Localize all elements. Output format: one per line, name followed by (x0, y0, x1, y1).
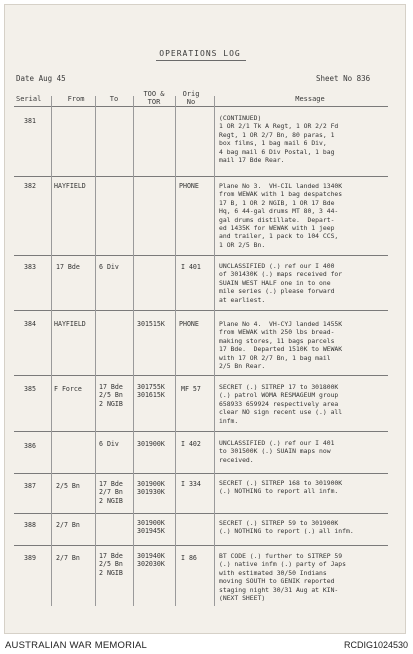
row-message: (CONTINUED) 1 OR 2/1 Tk A Regt, 1 OR 2/2 Fd Regt, 1 OR 2/7 Bn, 80 paras, 1 box films, 1 bag mail 6 Div, 4 bag mail 6 Div Postal, 1 bag mail 17 Bde Rear. (219, 114, 339, 165)
header-orig-no: Orig No (182, 90, 200, 106)
row-to: 17 Bde 2/5 Bn 2 NGIB (99, 383, 123, 408)
column-divider (95, 96, 96, 606)
header-from: From (67, 95, 85, 103)
page-title: OPERATIONS LOG (159, 49, 241, 58)
footer-source: AUSTRALIAN WAR MEMORIAL (5, 640, 148, 651)
row-orig-no: I 334 (181, 480, 201, 488)
row-too-tor: 301900K (137, 440, 165, 448)
row-serial: 382 (24, 182, 36, 190)
row-from: HAYFIELD (54, 320, 86, 328)
row-orig-no: I 86 (181, 554, 197, 562)
row-message: SECRET (.) SITREP 168 to 301900K (.) NOTHING to report all infm. (219, 479, 343, 496)
row-message: Plane No 4. VH-CYJ landed 1455K from WEWAK with 250 lbs bread- making stores, 11 bags parcels 17 Bde. Departed 1510K to WEWAK with 17 OR 2/7 Bn, 1 bag mail 2/5 Bn Rear. (219, 320, 343, 371)
row-serial: 383 (24, 263, 36, 271)
row-orig-no: PHONE (179, 182, 199, 190)
title-underline (156, 60, 246, 61)
row-to: 17 Bde 2/7 Bn 2 NGIB (99, 480, 123, 505)
footer-bar (0, 637, 413, 654)
row-serial: 381 (24, 117, 36, 125)
row-from: 2/7 Bn (56, 521, 80, 529)
row-divider (14, 431, 388, 432)
row-message: SECRET (.) SITREP 17 to 301800K (.) patrol WOMA RESMAGEUM group 658933 659924 respectively area clear NO sign recent use (.) all infm. (219, 383, 343, 425)
row-from: 2/7 Bn (56, 554, 80, 562)
row-divider (14, 255, 388, 256)
footer-record-id: RCDIG1024530 (343, 640, 408, 650)
row-too-tor: 301755K 301615K (137, 383, 165, 400)
row-orig-no: I 401 (181, 263, 201, 271)
row-to: 6 Div (99, 440, 119, 448)
row-from: 17 Bde (56, 263, 80, 271)
row-serial: 386 (24, 442, 36, 450)
row-message: UNCLASSIFIED (.) ref our I 400 of 301430K (.) maps received for SUAIN WEST HALF one in to one mile series (.) please forward at earliest. (219, 262, 343, 304)
row-serial: 387 (24, 482, 36, 490)
column-divider (133, 96, 134, 606)
row-divider (14, 310, 388, 311)
header-divider (14, 106, 388, 107)
row-message: UNCLASSIFIED (.) ref our I 401 to 301500K (.) SUAIN maps now received. (219, 439, 335, 464)
header-message: Message (295, 95, 325, 103)
row-orig-no: PHONE (179, 320, 199, 328)
column-divider (175, 96, 176, 606)
row-divider (14, 473, 388, 474)
row-too-tor: 301900K 301930K (137, 480, 165, 497)
column-divider (51, 96, 52, 606)
row-from: HAYFIELD (54, 182, 86, 190)
row-serial: 389 (24, 554, 36, 562)
row-message: SECRET (.) SITREP 59 to 301900K (.) NOTHING to report (.) all infm. (219, 519, 354, 536)
row-serial: 384 (24, 320, 36, 328)
row-orig-no: MF 57 (181, 385, 201, 393)
header-too-tor: TOO & TOR (143, 90, 165, 106)
row-divider (14, 176, 388, 177)
row-divider (14, 513, 388, 514)
row-orig-no: I 402 (181, 440, 201, 448)
row-from: F Force (54, 385, 82, 393)
row-too-tor: 301515K (137, 320, 165, 328)
row-too-tor: 301940K 302030K (137, 552, 165, 569)
row-to: 6 Div (99, 263, 119, 271)
row-divider (14, 545, 388, 546)
date-line: Date Aug 45 (16, 74, 66, 83)
row-message: BT CODE (.) further to SITREP 59 (.) native infm (.) party of Japs with estimated 30/50 Indians moving SOUTH to GENIK reported staging night 30/31 Aug at KIN- (NEXT SHEET) (219, 552, 346, 603)
header-serial: Serial (16, 95, 42, 103)
row-message: Plane No 3. VH-CIL landed 1340K from WEWAK with 1 bag despatches 17 B, 1 OR 2 NGIB, 1 OR 17 Bde Hq, 6 44-gal drums MT 80, 3 44- gal drums distillate. Depart- ed 1435K for WEWAK with 1 jeep and trailer, 1 pack to 104 CCS, 1 OR 2/5 Bn. (219, 182, 343, 249)
row-from: 2/5 Bn (56, 482, 80, 490)
column-divider (214, 96, 215, 606)
row-divider (14, 375, 388, 376)
header-to: To (109, 95, 119, 103)
row-too-tor: 301900K 301945K (137, 519, 165, 536)
row-serial: 385 (24, 385, 36, 393)
row-to: 17 Bde 2/5 Bn 2 NGIB (99, 552, 123, 577)
sheet-number: Sheet No 836 (316, 74, 371, 83)
row-serial: 388 (24, 521, 36, 529)
